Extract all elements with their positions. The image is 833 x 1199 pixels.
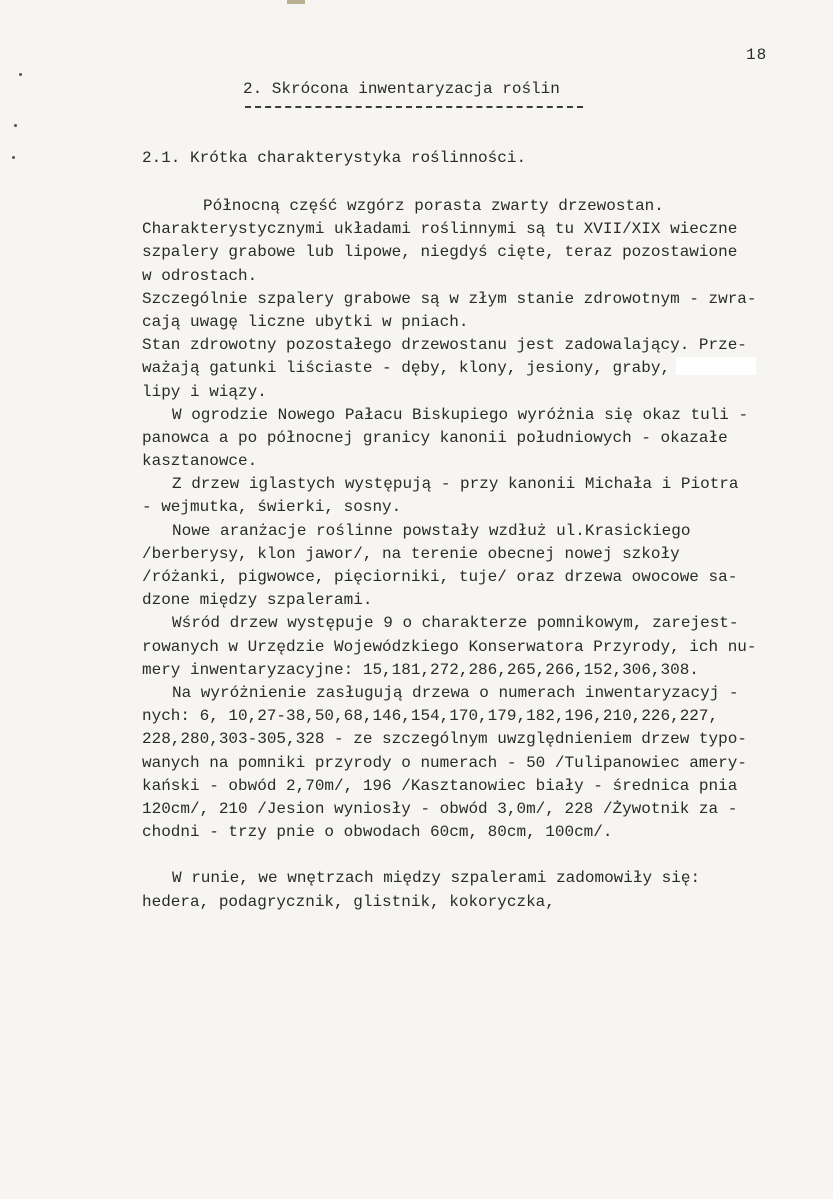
text-line: nych: 6, 10,27-38,50,68,146,154,170,179,182,196,210,226,227, bbox=[142, 707, 719, 726]
text-line: rowanych w Urzędzie Wojewódzkiego Konserwatora Przyrody, ich nu- bbox=[142, 637, 757, 656]
text-line: Z drzew iglastych występują - przy kanonii Michała i Piotra bbox=[172, 475, 739, 494]
text-line: hedera, podagrycznik, glistnik, kokoryczka, bbox=[142, 892, 555, 911]
text-line: ważają gatunki liściaste - dęby, klony, jesiony, graby, bbox=[142, 359, 671, 378]
text-line: lipy i wiązy. bbox=[142, 382, 267, 401]
paper-edge-mark bbox=[287, 0, 305, 4]
text-line: Nowe aranżacje roślinne powstały wzdłuż ul.Krasickiego bbox=[172, 521, 691, 540]
text-line: dzone między szpalerami. bbox=[142, 591, 373, 610]
blank-line bbox=[142, 844, 802, 867]
title-underline bbox=[245, 106, 583, 108]
body-text bbox=[142, 195, 802, 914]
redaction-patch bbox=[676, 357, 756, 375]
text-line: /berberysy, klon jawor/, na terenie obecnej nowej szkoły bbox=[142, 544, 680, 563]
margin-dot bbox=[19, 73, 22, 76]
text-line: wanych na pomniki przyrody o numerach - 50 /Tulipanowiec amery- bbox=[142, 753, 747, 772]
text-line: Północną część wzgórz porasta zwarty drzewostan. bbox=[203, 197, 664, 215]
text-line: szpalery grabowe lub lipowe, niegdyś cięte, teraz pozostawione bbox=[142, 243, 738, 262]
text-line: Szczególnie szpalery grabowe są w złym stanie zdrowotnym - zwra- bbox=[142, 289, 757, 308]
text-line: Na wyróżnienie zasługują drzewa o numerach inwentaryzacyj - bbox=[172, 683, 739, 702]
text-line: Stan zdrowotny pozostałego drzewostanu jest zadowalający. Prze- bbox=[142, 336, 747, 355]
text-line: cają uwagę liczne ubytki w pniach. bbox=[142, 312, 469, 331]
text-line: mery inwentaryzacyjne: 15,181,272,286,265,266,152,306,308. bbox=[142, 660, 699, 679]
section-title: 2. Skrócona inwentaryzacja roślin bbox=[243, 80, 560, 98]
text-line: 120cm/, 210 /Jesion wyniosły - obwód 3,0m/, 228 /Żywotnik za - bbox=[142, 799, 738, 818]
text-line: W runie, we wnętrzach między szpalerami zadomowiły się: bbox=[172, 869, 701, 888]
text-line: w odrostach. bbox=[142, 266, 258, 285]
page-number: 18 bbox=[746, 46, 768, 64]
text-line: kasztanowce. bbox=[142, 452, 258, 471]
text-line: kański - obwód 2,70m/, 196 /Kasztanowiec biały - średnica pnia bbox=[142, 776, 738, 795]
margin-dot bbox=[12, 156, 15, 159]
text-line: panowca a po północnej granicy kanonii południowych - okazałe bbox=[142, 428, 728, 447]
text-line: Charakterystycznymi układami roślinnymi są tu XVII/XIX wieczne bbox=[142, 220, 738, 239]
subsection-title: 2.1. Krótka charakterystyka roślinności. bbox=[142, 149, 527, 167]
text-line: - wejmutka, świerki, sosny. bbox=[142, 498, 402, 517]
margin-dot bbox=[14, 124, 17, 127]
text-line: 228,280,303-305,328 - ze szczególnym uwzględnieniem drzew typo- bbox=[142, 730, 747, 749]
text-line: Wśród drzew występuje 9 o charakterze pomnikowym, zarejest- bbox=[172, 614, 739, 633]
text-line: chodni - trzy pnie o obwodach 60cm, 80cm, 100cm/. bbox=[142, 823, 613, 842]
text-line-with-redaction bbox=[142, 357, 802, 380]
text-line: W ogrodzie Nowego Pałacu Biskupiego wyróżnia się okaz tuli - bbox=[172, 405, 749, 424]
text-line: /różanki, pigwowce, pięciorniki, tuje/ oraz drzewa owocowe sa- bbox=[142, 568, 738, 586]
